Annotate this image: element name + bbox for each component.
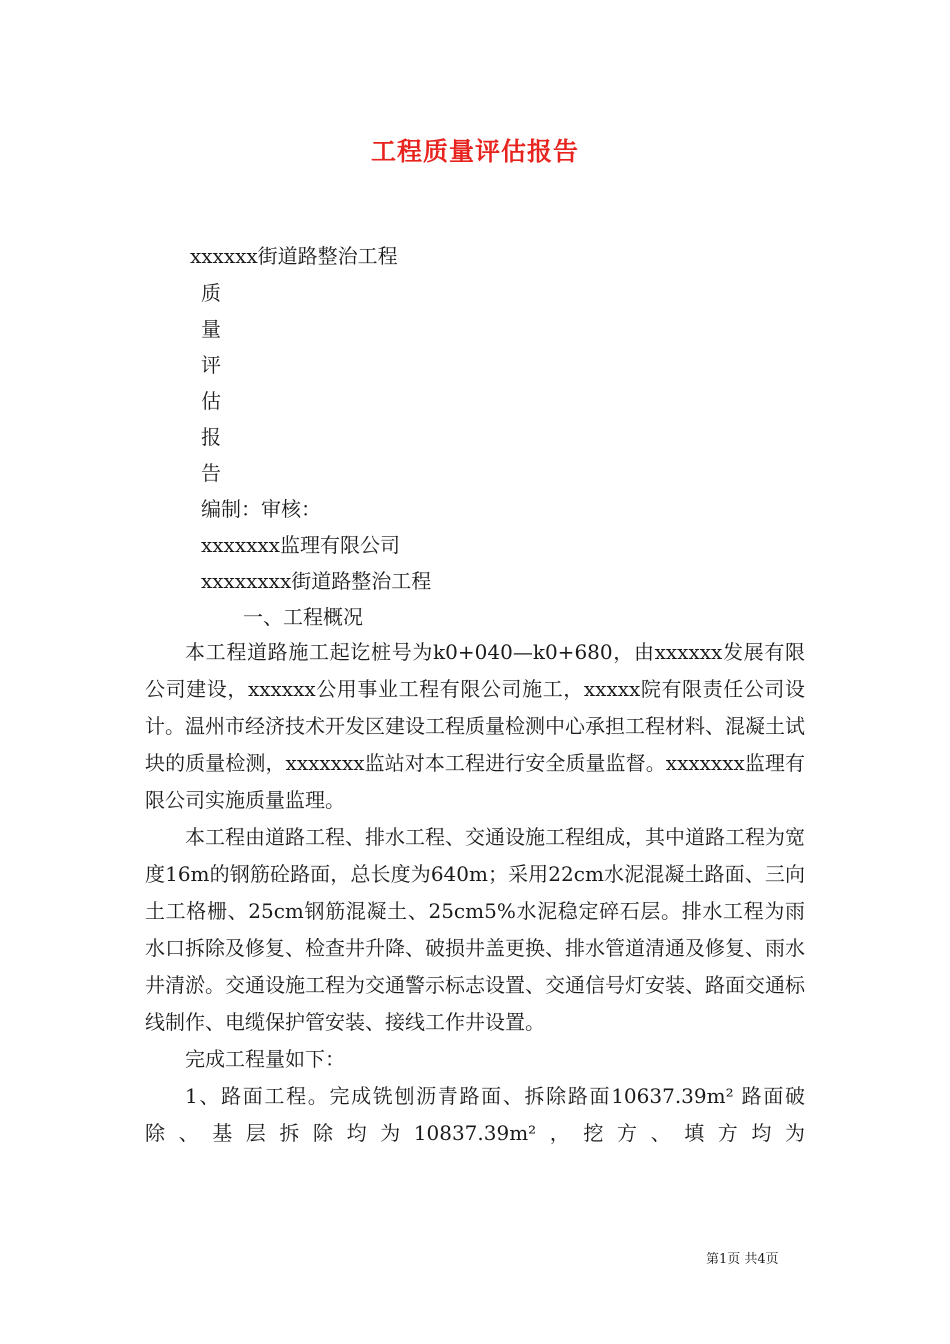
cover-vertical-char: 评	[201, 353, 221, 377]
body-text	[145, 634, 805, 1152]
paragraph-overview: 本工程道路施工起讫桩号为k0+040—k0+680，由xxxxxx发展有限公司建设，xxxxxx公用事业工程有限公司施工，xxxxx院有限责任公司设计。温州市经济技术开发区建设工程质量检测中心承担工程材料、混凝土试块的质量检测，xxxxxxx监站对本工程进行安全质量监督。xxxxxxx监理有限公司实施质量监理。	[145, 640, 805, 812]
document-title: 工程质量评估报告	[370, 137, 579, 166]
paragraph-composition: 本工程由道路工程、排水工程、交通设施工程组成，其中道路工程为宽度16m的钢筋砼路面，总长度为640m；采用22cm水泥混凝土路面、三向土工格栅、25cm钢筋混凝土、25cm5%水泥稳定碎石层。排水工程为雨水口拆除及修复、检查井升降、破损井盖更换、排水管道清通及修复、雨水井清淤。交通设施工程为交通警示标志设置、交通信号灯安装、路面交通标线制作、电缆保护管安装、接线工作井设置。	[145, 825, 805, 1034]
cover-vertical-char: 量	[201, 317, 221, 341]
cover-project-line: xxxxxx街道路整治工程	[190, 244, 398, 268]
paragraph-road-works: 1、路面工程。完成铣刨沥青路面、拆除路面10637.39m² 路面破除、基层拆除均为10837.39m²，挖方、填方均为	[145, 1084, 805, 1145]
paragraph-quantities-intro: 完成工程量如下：	[185, 1047, 345, 1071]
edit-review-line: 编制：审核：	[201, 497, 321, 521]
company-line: xxxxxxx监理有限公司	[201, 533, 400, 557]
cover-project-line-2: xxxxxxxx街道路整治工程	[201, 569, 432, 593]
page-footer: 第1页 共4页	[706, 1252, 779, 1267]
section-heading: 一、工程概况	[243, 605, 363, 629]
cover-vertical-char: 报	[201, 425, 221, 449]
cover-vertical-char: 质	[201, 281, 221, 305]
cover-vertical-char: 告	[201, 461, 221, 485]
cover-vertical-char: 估	[201, 389, 221, 413]
